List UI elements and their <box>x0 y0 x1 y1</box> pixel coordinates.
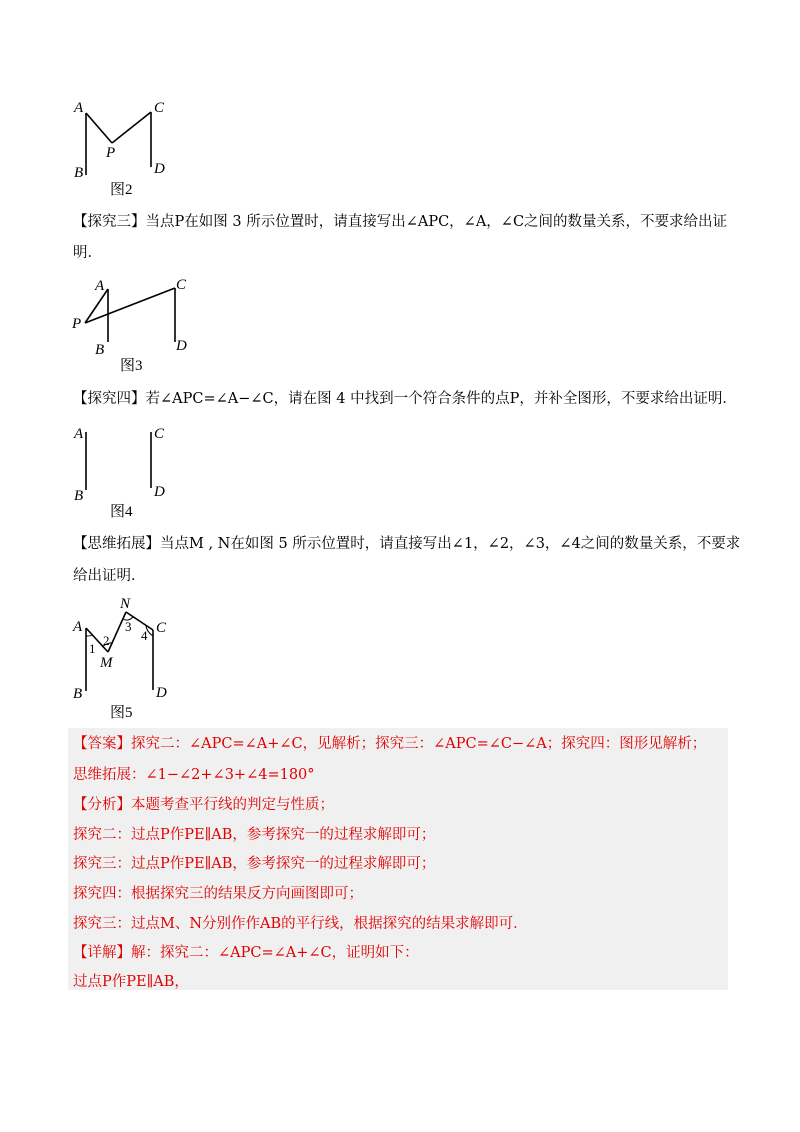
figure-3 <box>70 274 200 374</box>
fig5-angle-3: 3 <box>125 619 132 634</box>
question-3-line-2: 明． <box>73 245 102 261</box>
fig5-line-mn <box>108 612 126 652</box>
fig5-label-m: M <box>100 655 113 671</box>
fig3-label-b: B <box>95 342 105 358</box>
fig5-label-d: D <box>156 685 167 701</box>
analysis-line-4: 探究四：根据探究三的结果反方向画图即可； <box>73 886 363 902</box>
answer-line-1: 【答案】探究二：∠APC=∠A+∠C，见解析；探究三：∠APC=∠C−∠A；探究四：图形见解析； <box>73 736 707 752</box>
fig5-arc-1 <box>86 635 92 636</box>
fig5-label-b: B <box>73 686 83 702</box>
question-5-line-2: 给出证明． <box>73 568 146 584</box>
fig2-label-d: D <box>154 161 165 177</box>
fig2-line-ap <box>86 113 112 143</box>
fig4-label-d: D <box>154 484 165 500</box>
fig2-label-c: C <box>154 100 165 116</box>
figure-2 <box>70 95 180 205</box>
fig5-angle-1: 1 <box>89 641 96 656</box>
fig4-label-a: A <box>74 426 84 442</box>
fig4-label-c: C <box>154 426 165 442</box>
analysis-line-3: 探究三：过点P作PE∥AB，参考探究一的过程求解即可； <box>73 856 436 872</box>
fig2-label-b: B <box>74 165 84 181</box>
detail-line-2: 过点P作PE∥AB， <box>73 974 189 990</box>
fig5-caption: 图5 <box>110 705 133 721</box>
analysis-line-5: 探究三：过点M、N分别作作AB的平行线，根据探究的结果求解即可． <box>73 916 528 932</box>
fig4-label-b: B <box>74 488 84 504</box>
fig2-label-a: A <box>74 100 84 116</box>
analysis-line-2: 探究二：过点P作PE∥AB，参考探究一的过程求解即可； <box>73 827 436 843</box>
fig5-label-n: N <box>120 596 131 612</box>
question-3-line-1: 【探究三】当点P在如图 3 所示位置时，请直接写出∠APC，∠A，∠C之间的数量关系，不要求给出证 <box>73 214 728 230</box>
analysis-title: 【分析】本题考查平行线的判定与性质； <box>73 797 334 813</box>
question-4-line-1: 【探究四】若∠APC=∠A−∠C，请在图 4 中找到一个符合条件的点P，并补全图形，不要求给出证明． <box>73 391 737 407</box>
answer-line-2: 思维拓展：∠1−∠2+∠3+∠4=180° <box>73 767 315 783</box>
fig5-angle-4: 4 <box>141 628 148 643</box>
question-5-line-1: 【思维拓展】当点M , N在如图 5 所示位置时，请直接写出∠1，∠2，∠3，∠4之间的数量关系，不要求 <box>73 536 741 552</box>
fig2-line-pc <box>112 112 151 143</box>
fig5-label-c: C <box>156 620 167 636</box>
fig3-label-a: A <box>95 278 105 294</box>
fig5-label-a: A <box>73 619 83 635</box>
fig2-caption: 图2 <box>110 182 133 198</box>
figure-4 <box>70 422 180 522</box>
detail-line-1: 【详解】解：探究二：∠APC=∠A+∠C，证明如下： <box>73 945 419 961</box>
figure-5 <box>70 596 190 721</box>
fig2-label-p: P <box>106 145 116 161</box>
fig3-label-p: P <box>72 316 82 332</box>
fig4-caption: 图4 <box>110 504 133 520</box>
fig3-label-c: C <box>176 277 187 293</box>
fig3-label-d: D <box>176 338 187 354</box>
fig5-angle-2: 2 <box>103 633 110 648</box>
fig3-caption: 图3 <box>120 358 143 374</box>
